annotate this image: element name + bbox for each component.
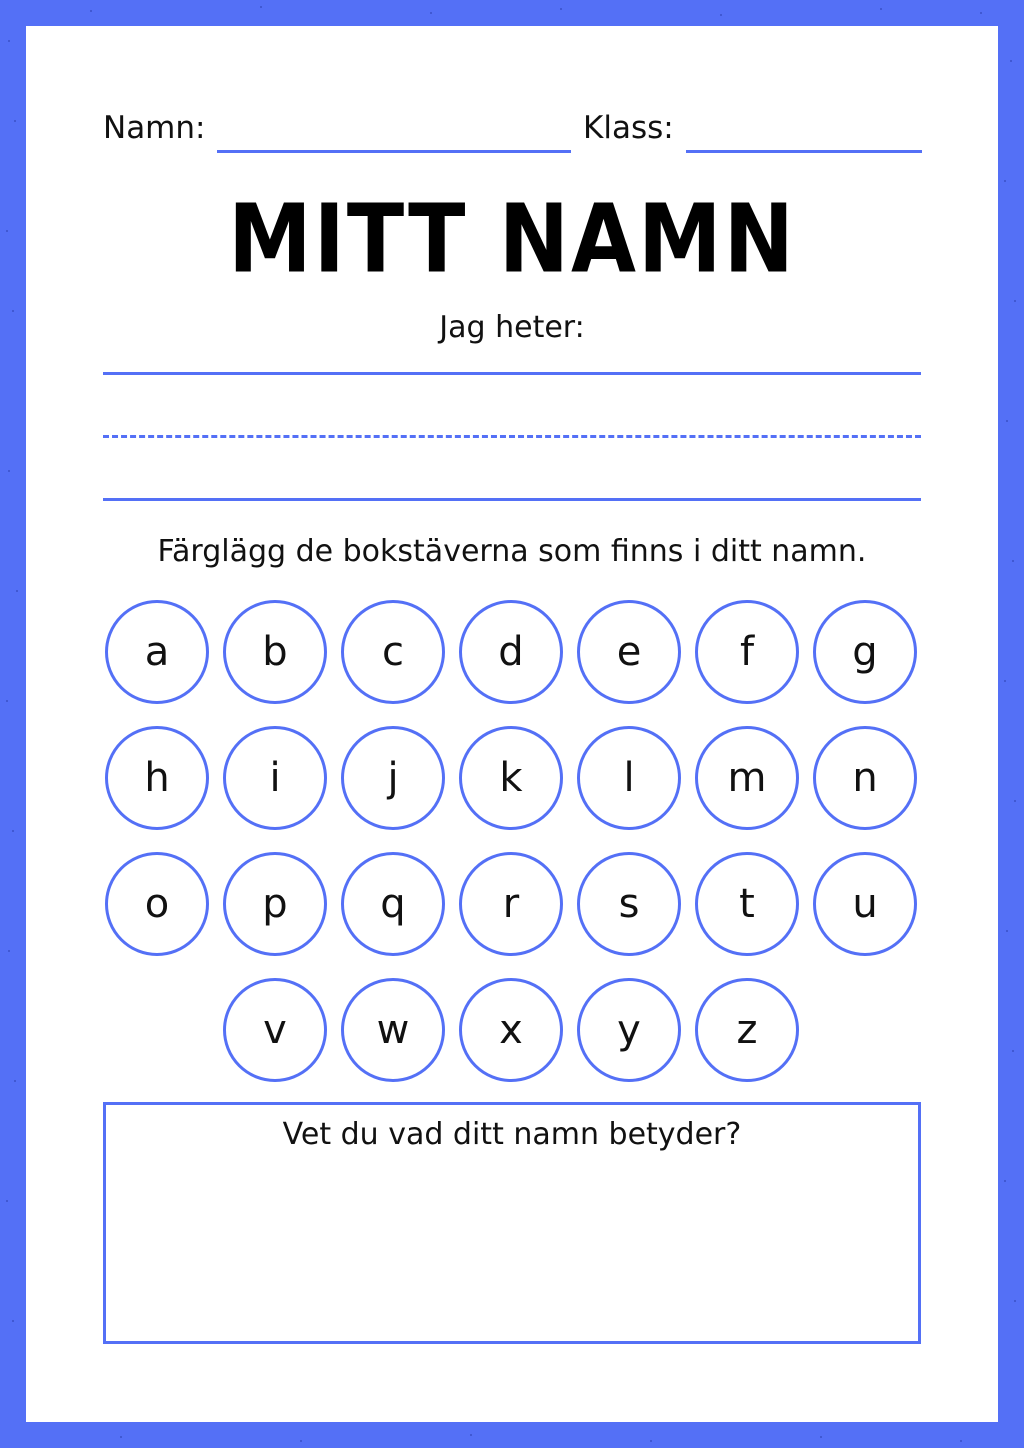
letter-circle-k[interactable]: k xyxy=(459,726,563,830)
decorative-dot xyxy=(8,40,10,42)
letter-circle-r[interactable]: r xyxy=(459,852,563,956)
letter-circle-o[interactable]: o xyxy=(105,852,209,956)
decorative-dot xyxy=(960,1440,962,1442)
decorative-dot xyxy=(12,1320,14,1322)
decorative-dot xyxy=(8,470,10,472)
decorative-dot xyxy=(8,950,10,952)
letter-circle-c[interactable]: c xyxy=(341,600,445,704)
letter-circle-b[interactable]: b xyxy=(223,600,327,704)
letter-circle-a[interactable]: a xyxy=(105,600,209,704)
decorative-dot xyxy=(1004,680,1006,682)
decorative-dot xyxy=(1012,560,1014,562)
decorative-dot xyxy=(1004,1180,1006,1182)
decorative-dot xyxy=(12,310,14,312)
decorative-dot xyxy=(90,10,92,12)
decorative-dot xyxy=(880,8,882,10)
decorative-dot xyxy=(12,830,14,832)
letter-circle-h[interactable]: h xyxy=(105,726,209,830)
decorative-dot xyxy=(820,1436,822,1438)
letter-circle-s[interactable]: s xyxy=(577,852,681,956)
decorative-dot xyxy=(16,590,18,592)
name-meaning-box[interactable] xyxy=(103,1102,921,1344)
decorative-dot xyxy=(980,12,982,14)
instruction-text: Färglägg de bokstäverna som finns i ditt namn. xyxy=(157,534,867,569)
decorative-dot xyxy=(1014,1300,1016,1302)
letter-circle-e[interactable]: e xyxy=(577,600,681,704)
letter-circle-i[interactable]: i xyxy=(223,726,327,830)
letter-circle-t[interactable]: t xyxy=(695,852,799,956)
decorative-dot xyxy=(1006,930,1008,932)
letter-circle-n[interactable]: n xyxy=(813,726,917,830)
decorative-dot xyxy=(260,6,262,8)
decorative-dot xyxy=(1014,800,1016,802)
letter-circle-w[interactable]: w xyxy=(341,978,445,1082)
letter-circle-v[interactable]: v xyxy=(223,978,327,1082)
subtitle: Jag heter: xyxy=(439,310,585,345)
name-label: Namn: xyxy=(103,110,206,146)
page-title: MITT NAMN xyxy=(228,184,796,294)
worksheet-page xyxy=(26,26,998,1422)
decorative-dot xyxy=(14,120,16,122)
letter-circle-z[interactable]: z xyxy=(695,978,799,1082)
decorative-dot xyxy=(120,1436,122,1438)
letter-circle-x[interactable]: x xyxy=(459,978,563,1082)
letter-circle-y[interactable]: y xyxy=(577,978,681,1082)
letter-circle-q[interactable]: q xyxy=(341,852,445,956)
letter-circle-p[interactable]: p xyxy=(223,852,327,956)
decorative-dot xyxy=(560,8,562,10)
name-meaning-question: Vet du vad ditt namn betyder? xyxy=(282,1117,742,1152)
decorative-dot xyxy=(1004,180,1006,182)
decorative-dot xyxy=(430,12,432,14)
letter-circle-l[interactable]: l xyxy=(577,726,681,830)
decorative-dot xyxy=(1014,300,1016,302)
decorative-dot xyxy=(6,700,8,702)
letter-circle-j[interactable]: j xyxy=(341,726,445,830)
decorative-dot xyxy=(6,230,8,232)
letter-circle-d[interactable]: d xyxy=(459,600,563,704)
decorative-dot xyxy=(650,1440,652,1442)
letter-circle-u[interactable]: u xyxy=(813,852,917,956)
decorative-dot xyxy=(6,1200,8,1202)
decorative-dot xyxy=(1010,60,1012,62)
decorative-dot xyxy=(300,1440,302,1442)
decorative-dot xyxy=(470,1434,472,1436)
class-label: Klass: xyxy=(583,110,674,146)
decorative-dot xyxy=(1006,420,1008,422)
decorative-dot xyxy=(14,1080,16,1082)
decorative-dot xyxy=(1012,1050,1014,1052)
decorative-dot xyxy=(720,14,722,16)
letter-circle-f[interactable]: f xyxy=(695,600,799,704)
letter-circle-g[interactable]: g xyxy=(813,600,917,704)
letter-circle-m[interactable]: m xyxy=(695,726,799,830)
